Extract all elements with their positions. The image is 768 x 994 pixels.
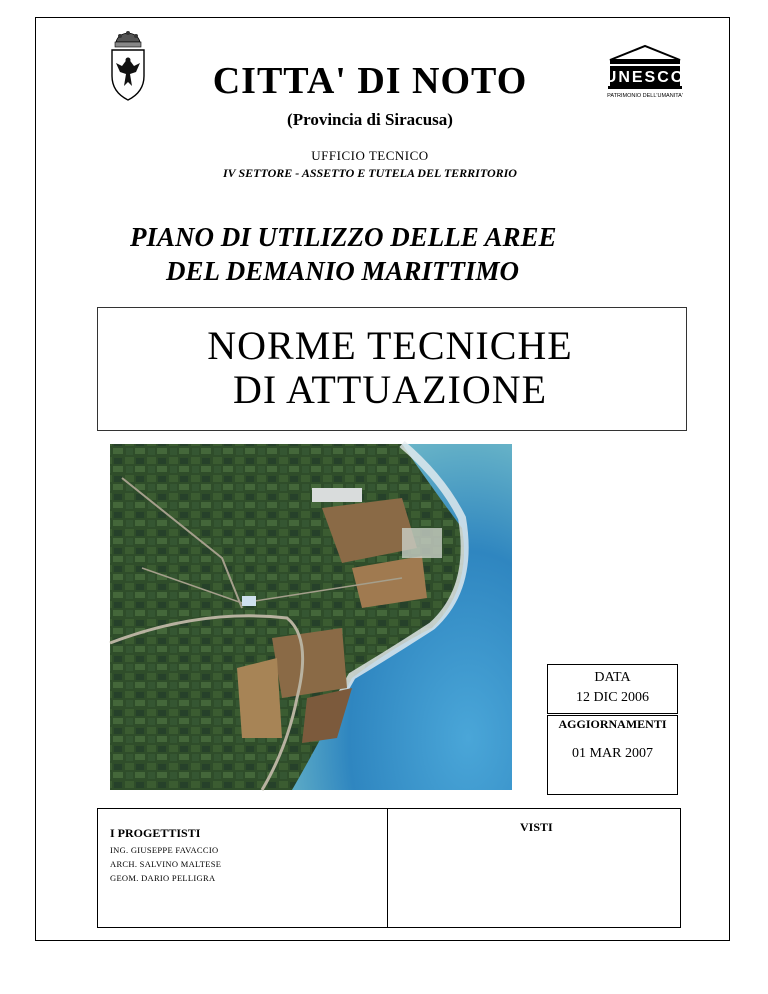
document-title xyxy=(100,324,680,412)
designer-name: GEOM. DARIO PELLIGRA xyxy=(110,873,216,883)
designers-list xyxy=(110,843,221,885)
signature-divider xyxy=(387,808,388,928)
date-label: DATA xyxy=(594,670,631,685)
unesco-logo-icon xyxy=(602,44,688,100)
updates-label: AGGIORNAMENTI xyxy=(558,717,667,731)
plan-title-line2: DEL DEMANIO MARITTIMO xyxy=(166,256,520,286)
document-title-line1: NORME TECNICHE xyxy=(207,323,573,368)
aerial-photo xyxy=(102,438,514,802)
date-box xyxy=(547,664,678,714)
designer-name: ING. GIUSEPPE FAVACCIO xyxy=(110,845,219,855)
document-title-line2: DI ATTUAZIONE xyxy=(232,367,548,412)
plan-title-line1: PIANO DI UTILIZZO DELLE AREE xyxy=(130,222,557,252)
unesco-caption: PATRIMONIO DELL'UMANITA' xyxy=(607,93,683,99)
plan-title xyxy=(108,220,688,288)
updates-date: 01 MAR 2007 xyxy=(572,746,653,761)
updates-box xyxy=(547,715,678,795)
city-title: CITTA' DI NOTO xyxy=(212,60,528,102)
city-crest-icon xyxy=(108,30,148,102)
sector-label: IV SETTORE - ASSETTO E TUTELA DEL TERRITORIO xyxy=(223,166,517,180)
visti-title: VISTI xyxy=(520,820,553,834)
province-subtitle: (Provincia di Siracusa) xyxy=(287,110,453,129)
designers-title: I PROGETTISTI xyxy=(110,826,201,840)
designer-name: ARCH. SALVINO MALTESE xyxy=(110,859,222,869)
date-value: 12 DIC 2006 xyxy=(575,690,650,705)
unesco-logo-text: UNESCO xyxy=(604,69,686,86)
office-label: UFFICIO TECNICO xyxy=(311,148,429,163)
